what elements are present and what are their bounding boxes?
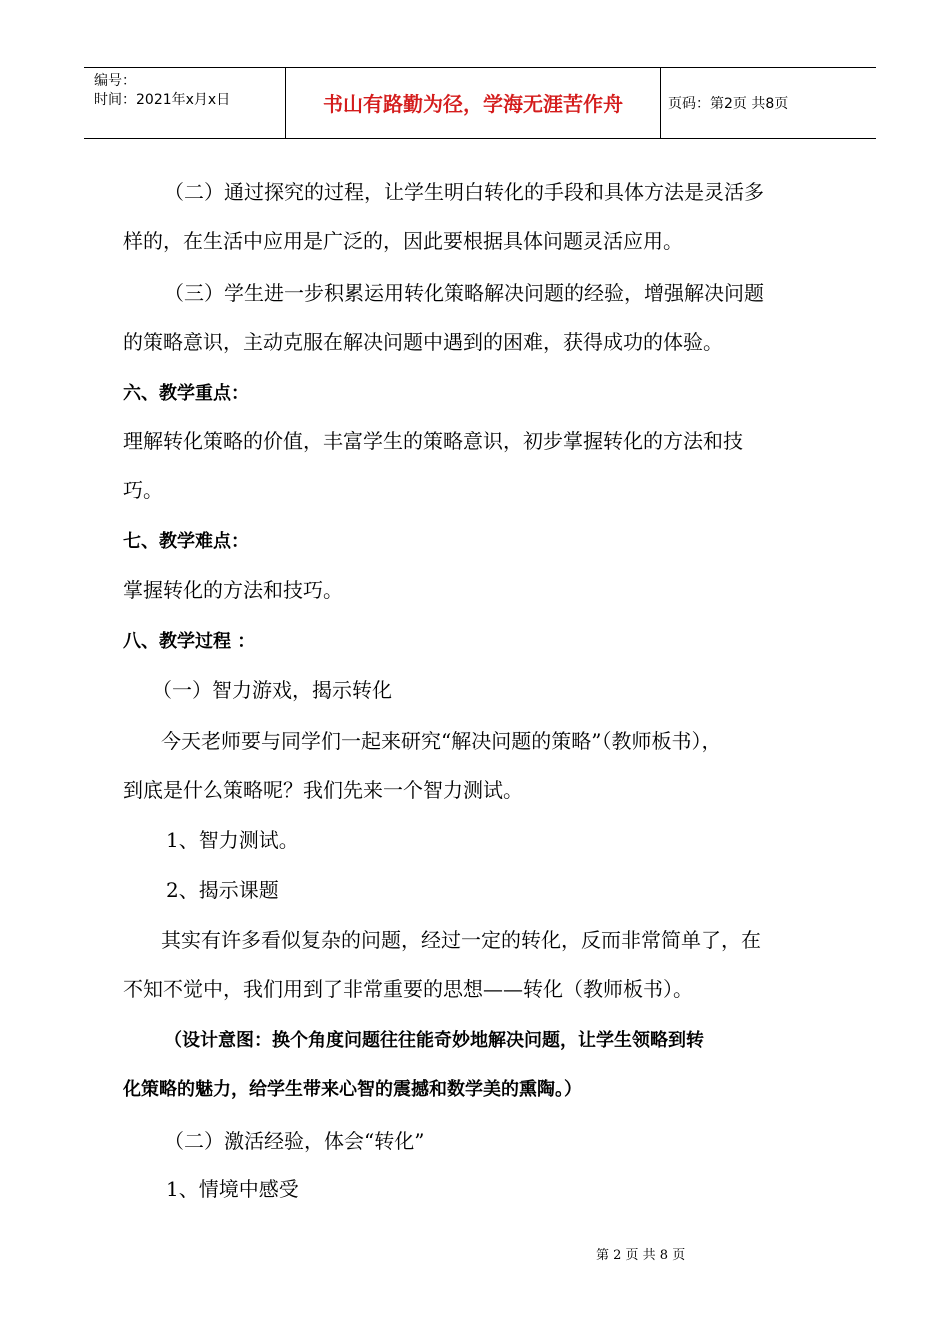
section-heading: 七、教学难点： (123, 531, 249, 552)
document-date: 时间：2021年x月x日 (94, 92, 231, 108)
list-item: 1、情境中感受 (166, 1177, 299, 1201)
subsection-heading: （二）激活经验，体会“转化” (164, 1129, 425, 1153)
design-intent-note: 化策略的魅力，给学生带来心智的震撼和数学美的熏陶。） (123, 1079, 582, 1100)
subsection-heading: （一）智力游戏，揭示转化 (152, 678, 392, 702)
header-divider (660, 68, 661, 138)
page-footer: 第 2 页 共 8 页 (596, 1248, 686, 1263)
paragraph-line: 理解转化策略的价值，丰富学生的策略意识，初步掌握转化的方法和技 (123, 429, 743, 453)
paragraph-line: 到底是什么策略呢？我们先来一个智力测试。 (123, 778, 523, 802)
header-motto: 书山有路勤为径，学海无涯苦作舟 (323, 92, 623, 116)
paragraph-line: 今天老师要与同学们一起来研究“解决问题的策略”（教师板书）， (161, 729, 722, 753)
section-heading: 六、教学重点： (123, 383, 249, 404)
list-item: 2、揭示课题 (166, 878, 279, 902)
paragraph-line: 其实有许多看似复杂的问题，经过一定的转化，反而非常简单了，在 (161, 928, 761, 952)
header-meta (94, 72, 230, 110)
paragraph-line: 样的，在生活中应用是广泛的，因此要根据具体问题灵活应用。 (123, 229, 683, 253)
paragraph-line: 掌握转化的方法和技巧。 (123, 578, 343, 602)
paragraph-line: （三）学生进一步积累运用转化策略解决问题的经验，增强解决问题 (164, 281, 764, 305)
paragraph-line: 巧。 (123, 478, 163, 502)
header-page-info: 页码：第2页 共8页 (668, 96, 789, 112)
list-item: 1、智力测试。 (166, 828, 299, 852)
page-header (84, 67, 876, 139)
paragraph-line: 不知不觉中，我们用到了非常重要的思想——转化（教师板书）。 (123, 977, 693, 1001)
paragraph-line: 的策略意识，主动克服在解决问题中遇到的困难，获得成功的体验。 (123, 330, 723, 354)
document-number-label: 编号： (94, 73, 136, 89)
design-intent-note: （设计意图：换个角度问题往往能奇妙地解决问题，让学生领略到转 (164, 1030, 704, 1051)
section-heading: 八、教学过程 ： (123, 631, 256, 652)
paragraph-line: （二）通过探究的过程，让学生明白转化的手段和具体方法是灵活多 (164, 180, 764, 204)
